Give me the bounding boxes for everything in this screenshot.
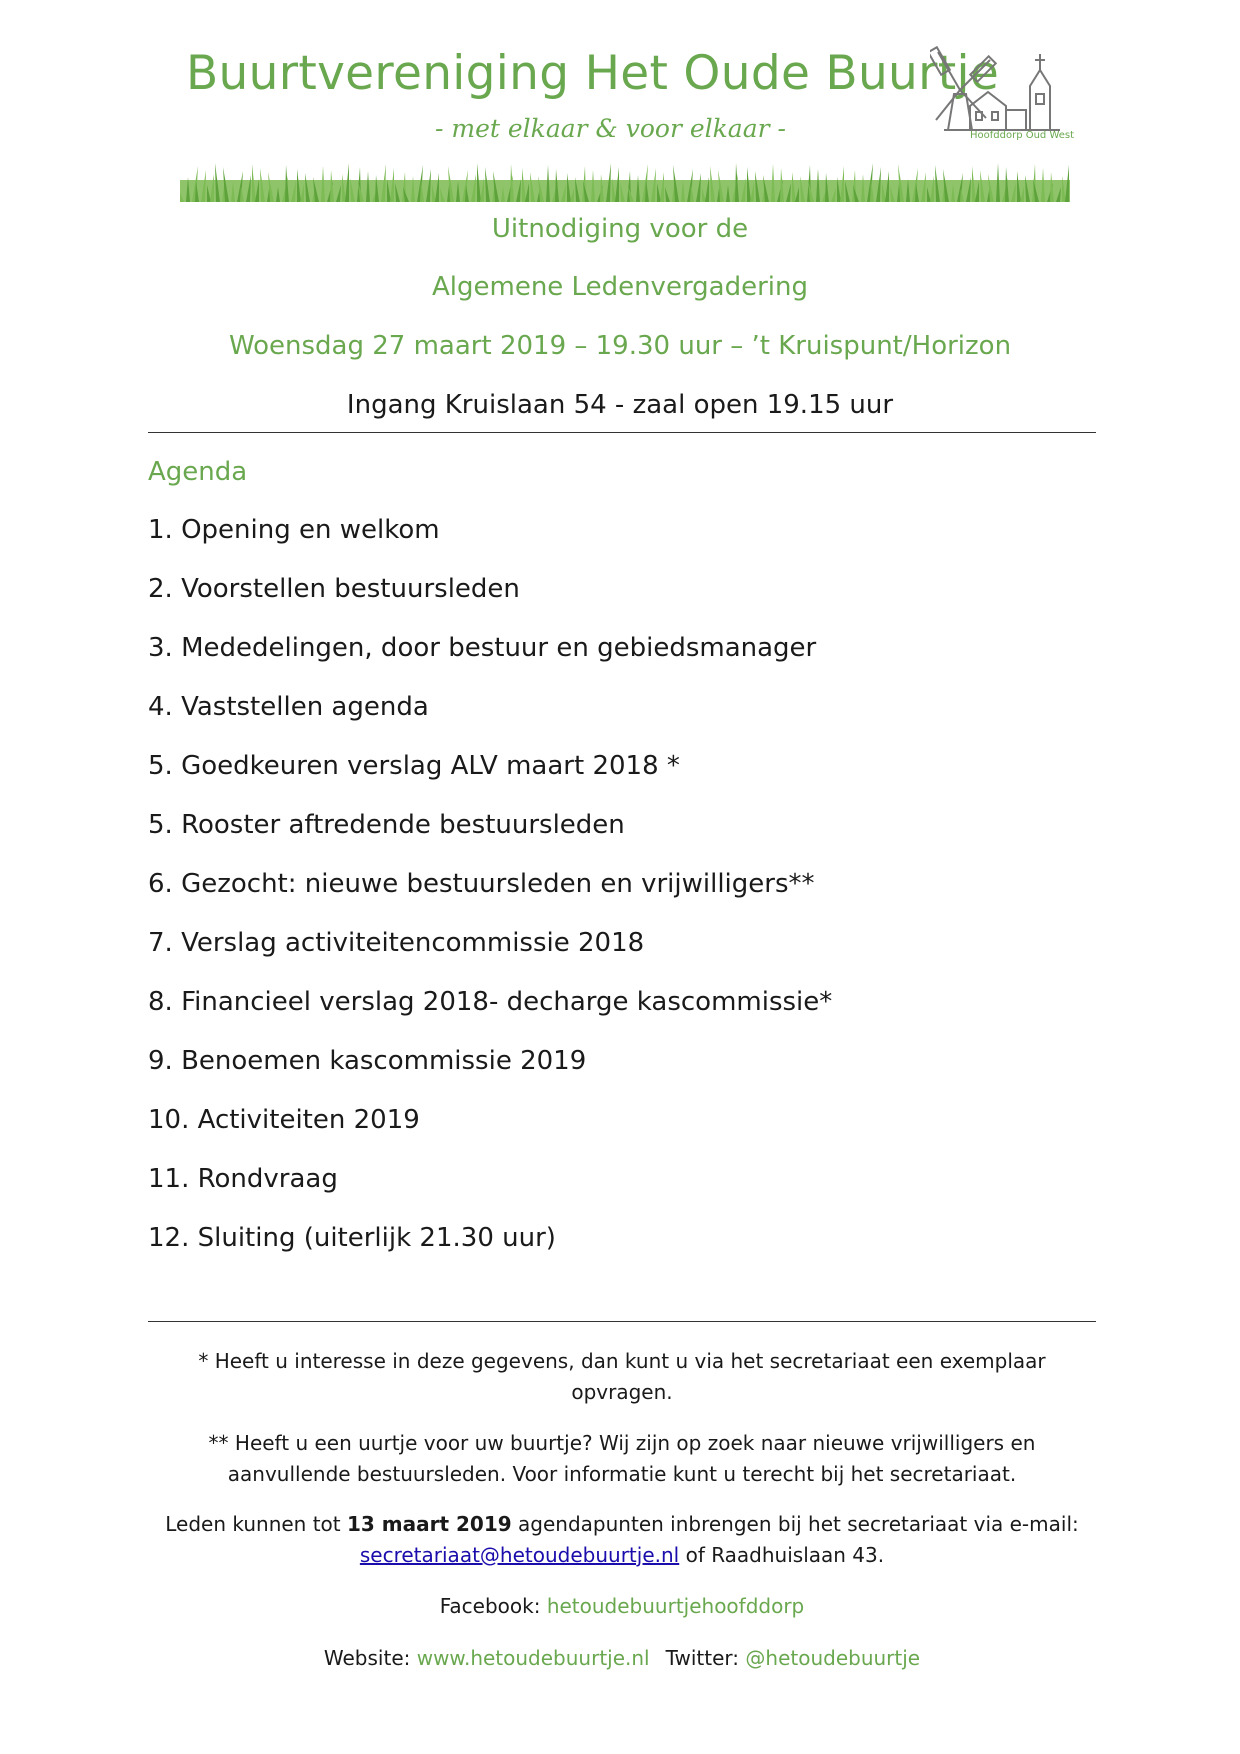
agenda-item: 1. Opening en welkom [148,515,440,545]
facebook-line [148,1591,1096,1622]
agenda-heading: Agenda [148,457,248,487]
website-twitter-line [148,1643,1096,1674]
twitter-label: Twitter: [665,1646,746,1670]
twitter-link[interactable]: @hetoudebuurtje [745,1646,921,1670]
logo-tagline: - met elkaar & voor elkaar - [435,114,786,143]
invitation-date-location: Woensdag 27 maart 2019 – 19.30 uur – ’t Kruispunt/Horizon [228,331,1012,361]
agenda-item: 7. Verslag activiteitencommissie 2018 [148,928,645,958]
agenda-item: 12. Sluiting (uiterlijk 21.30 uur) [148,1223,556,1253]
agenda-item: 6. Gezocht: nieuwe bestuursleden en vrijwilligers** [148,869,815,899]
agenda-item: 3. Mededelingen, door bestuur en gebiedsmanager [148,633,817,663]
agenda-item: 2. Voorstellen bestuursleden [148,574,520,604]
footnote-single-asterisk: * Heeft u interesse in deze gegevens, dan kunt u via het secretariaat een exemplaar opvragen. [198,1349,1046,1404]
deadline-date: 13 maart 2019 [347,1512,512,1536]
invitation-line-1: Uitnodiging voor de [491,214,749,244]
agenda-item: 11. Rondvraag [148,1164,338,1194]
agenda-item: 8. Financieel verslag 2018- decharge kascommissie* [148,987,833,1017]
invitation-line-2: Algemene Ledenvergadering [431,272,809,302]
facebook-label: Facebook: [439,1594,547,1618]
association-logo [180,38,1080,170]
deadline-prefix: Leden kunnen tot [165,1512,347,1536]
grass-decoration [180,146,1070,202]
secretariat-email-link[interactable]: secretariaat@hetoudebuurtje.nl [359,1543,680,1567]
website-link[interactable]: www.hetoudebuurtje.nl [416,1646,650,1670]
logo-title: Buurtvereniging Het Oude Buurtje [186,46,1000,101]
agenda-item: 9. Benoemen kascommissie 2019 [148,1046,587,1076]
footnote-double-asterisk: ** Heeft u een uurtje voor uw buurtje? Wij zijn op zoek naar nieuwe vrijwilligers en aanvullende bestuursleden. Voor informatie kunt u terecht bij het secretariaat. [208,1431,1036,1486]
divider-top [148,432,1096,433]
website-label: Website: [323,1646,417,1670]
logo-place: Hoofddorp Oud West [970,130,1075,141]
deadline-suffix: agendapunten inbrengen bij het secretariaat via e-mail: [511,1512,1079,1536]
agenda-item: 5. Rooster aftredende bestuursleden [148,810,625,840]
facebook-link[interactable]: hetoudebuurtjehoofddorp [546,1594,805,1618]
deadline-notice [148,1509,1096,1571]
divider-bottom [148,1321,1096,1322]
agenda-item: 10. Activiteiten 2019 [148,1105,420,1135]
agenda-item: 4. Vaststellen agenda [148,692,429,722]
address-suffix: of Raadhuislaan 43. [679,1543,885,1567]
agenda-item: 5. Goedkeuren verslag ALV maart 2018 * [148,751,680,781]
entrance-info: Ingang Kruislaan 54 - zaal open 19.15 uur [346,390,894,420]
agenda-list [148,515,832,1282]
